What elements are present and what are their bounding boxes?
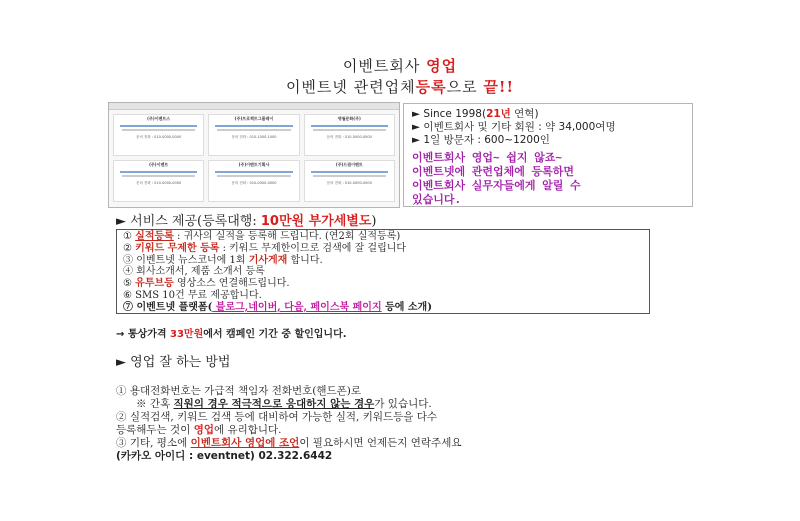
arrow-icon: → <box>116 329 125 340</box>
info-since: ► Since 1998(21년 연혁) <box>412 108 539 120</box>
service-item: ④ 회사소개서, 제품 소개서 등록 <box>123 266 265 278</box>
service-list-box <box>116 229 650 314</box>
platform-links: 블로그,네이버, 다음, 페이스북 페이지 <box>212 301 382 313</box>
thumbnail-card: (주)이벤트 문의 전화 : 010-0000-0000 <box>113 160 204 202</box>
method-point-1-note: ※ 간혹 직원의 경우 적극적으로 응대하지 않는 경우가 있습니다. <box>136 398 432 410</box>
info-members: ► 이벤트회사 및 기타 회원 : 약 34,000여명 <box>412 121 616 133</box>
service-heading: ► 서비스 제공(등록대행: 10만원 부가세별도) <box>116 214 377 229</box>
company-info-box <box>403 103 693 207</box>
campaign-discount-line: → 통상가격 33만원에서 캠페인 기간 중 할인입니다. <box>116 329 347 340</box>
page-title-line2: 이벤트넷 관련업체등록으로 끝!! <box>285 78 515 96</box>
thumbnail-nav-bar <box>109 103 399 110</box>
thumbnail-card: (주)드림이벤트 문의 전화 : 010-0000-0000 <box>304 160 395 202</box>
thumbnail-card-grid <box>109 110 399 206</box>
service-item: ⑤ 유투브등 영상소스 연결해드립니다. <box>123 278 290 290</box>
thumbnail-card: 명월문화(주) 문의 전화 : 010-0000-0000 <box>304 114 395 156</box>
thumbnail-card: (주)프로젝트그룹레이 문의 전화 : 010-1000-1000 <box>208 114 299 156</box>
thumbnail-card: (주)이벤트스 문의 전화 : 010-0000-0000 <box>113 114 204 156</box>
info-promo-message: 이벤트회사 영업~ 쉽지 않죠~ 이벤트넷에 관련업체에 등록하면 이벤트회사 실무자들에게 알릴 수 있습니다. <box>412 151 581 206</box>
info-visitors: ► 1일 방문자 : 600~1200인 <box>412 134 550 146</box>
method-point-2-cont: 등록해두는 것이 영업에 유리합니다. <box>116 424 282 436</box>
method-point-2: ② 실적검색, 키워드 검색 등에 대비하여 가능한 실적, 키워드등을 다수 <box>116 411 438 423</box>
title-highlight-sales: 영업 <box>426 57 458 75</box>
service-item: ① 실적등록 : 귀사의 실적을 등록해 드립니다. (연2회 실적등록) <box>123 231 401 242</box>
method-point-1: ① 용대전화번호는 가급적 책임자 전화번호(핸드폰)로 <box>116 385 362 397</box>
method-heading: ► 영업 잘 하는 방법 <box>116 355 231 370</box>
thumbnail-card: (주)이벤트기획사 문의 전화 : 010-0000-0000 <box>208 160 299 202</box>
service-item: ② 키워드 무제한 등록 : 키워드 무제한이므로 검색에 잘 걸립니다 <box>123 242 407 254</box>
method-point-3: ③ 기타, 평소에 이벤트회사 영업에 조언이 필요하시면 언제든지 연락주세요 <box>116 437 462 449</box>
service-item: ③ 이벤트넷 뉴스코너에 1회 기사게재 합니다. <box>123 254 323 266</box>
contact-kakao: (카카오 아이디 : eventnet) 02.322.6442 <box>116 450 333 462</box>
page-title-line1: 이벤트회사 영업 <box>342 57 458 75</box>
site-screenshot-thumbnail <box>108 102 400 208</box>
service-item: ⑥ SMS 10건 무료 제공합니다. <box>123 289 262 301</box>
service-item: ⑦ 이벤트넷 플랫폼( 블로그,네이버, 다음, 페이스북 페이지 등에 소개) <box>123 301 432 313</box>
